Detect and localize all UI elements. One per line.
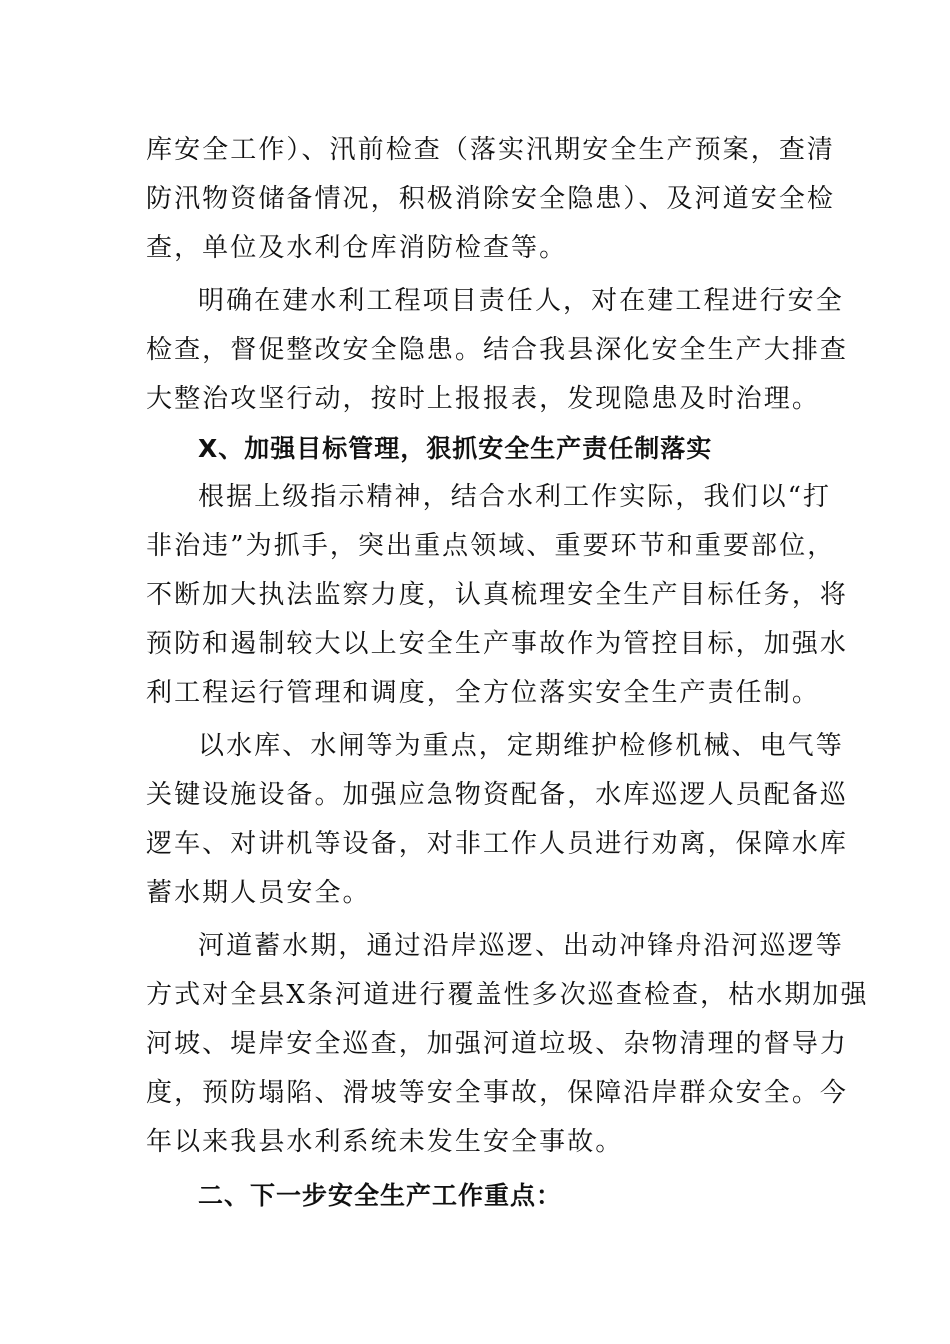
paragraph-line: 河道蓄水期，通过沿岸巡逻、出动冲锋舟沿河巡逻等 [198,931,844,961]
paragraph-line: 检查，督促整改安全隐患。结合我县深化安全生产大排查 [146,335,849,365]
paragraph-line: 以水库、水闸等为重点，定期维护检修机械、电气等 [198,731,844,761]
paragraph-line: 非治违”为抓手，突出重点领域、重要环节和重要部位， [146,531,836,561]
paragraph-line: 预防和遏制较大以上安全生产事故作为管控目标，加强水 [146,629,849,659]
document-body [146,126,869,1220]
paragraph-line: 防汛物资储备情况，积极消除安全隐患）、及河道安全检 [146,184,836,214]
paragraph-line: 关键设施设备。加强应急物资配备，水库巡逻人员配备巡 [146,780,849,810]
paragraph-line: 蓄水期人员安全。 [146,878,371,908]
paragraph-line: 逻车、对讲机等设备，对非工作人员进行劝离，保障水库 [146,829,849,859]
paragraph-line: 不断加大执法监察力度，认真梳理安全生产目标任务，将 [146,580,849,610]
paragraph-line: 查，单位及水利仓库消防检查等。 [146,233,568,263]
paragraph-line: 河坡、堤岸安全巡查，加强河道垃圾、杂物清理的督导力 [146,1029,849,1059]
paragraph-line: 库安全工作）、汛前检查（落实汛期安全生产预案，查清 [146,135,836,165]
paragraph-line: 度，预防塌陷、滑坡等安全事故，保障沿岸群众安全。今 [146,1078,849,1108]
paragraph-line: 年以来我县水利系统未发生安全事故。 [146,1127,624,1157]
paragraph-line: 大整治攻坚行动，按时上报报表，发现隐患及时治理。 [146,384,820,414]
paragraph-line: 利工程运行管理和调度，全方位落实安全生产责任制。 [146,678,820,708]
section-heading: X、加强目标管理，狠抓安全生产责任制落实 [198,434,713,463]
paragraph-line: 根据上级指示精神，结合水利工作实际，我们以“打 [198,482,832,512]
section-heading: 二、下一步安全生产工作重点： [198,1181,563,1210]
paragraph-line: 方式对全县X条河道进行覆盖性多次巡查检查，枯水期加强 [146,980,869,1010]
paragraph-line: 明确在建水利工程项目责任人，对在建工程进行安全 [198,286,844,316]
